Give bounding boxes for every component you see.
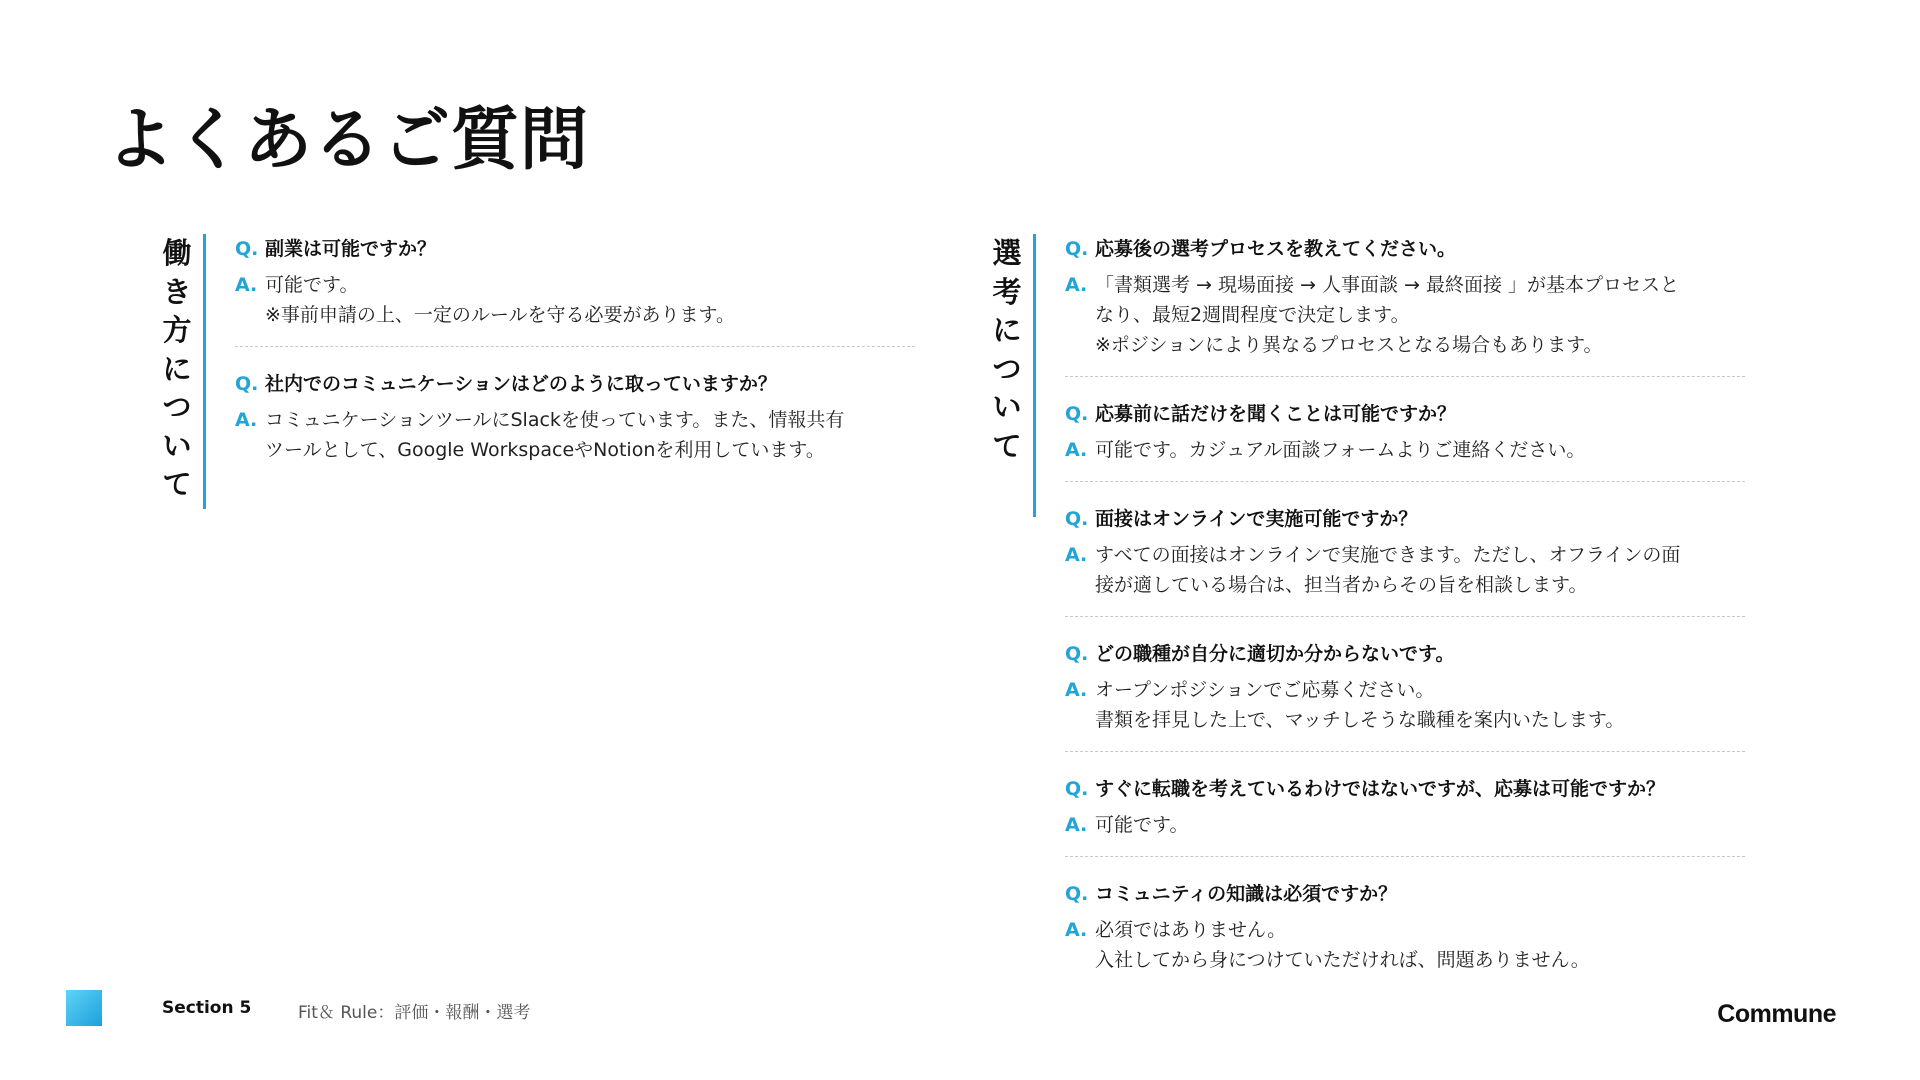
footer-section-title: Fit＆ Rule：評価・報酬・選考 <box>298 1003 531 1023</box>
faq-answer <box>1065 270 1745 360</box>
faq-question <box>1065 639 1745 669</box>
answer-line: 可能です。 <box>1095 814 1189 836</box>
faq-question <box>1065 774 1745 804</box>
answer-text <box>265 270 735 330</box>
faq-question <box>1065 879 1745 909</box>
faq-question <box>1065 399 1745 429</box>
answer-line: ※事前申請の上、一定のルールを守る必要があります。 <box>265 304 736 326</box>
footer-brand-square <box>66 990 102 1026</box>
question-text: すぐに転職を考えているわけではないですが、応募は可能ですか？ <box>1095 778 1666 800</box>
answer-mark: A. <box>1065 679 1088 701</box>
faq-item <box>235 369 915 481</box>
faq-item <box>1065 774 1745 857</box>
faq-question <box>1065 234 1745 264</box>
answer-line: 可能です。カジュアル面談フォームよりご連絡ください。 <box>1095 439 1586 461</box>
faq-answer <box>235 270 915 330</box>
answer-line: ※ポジションにより異なるプロセスとなる場合もあります。 <box>1095 334 1603 356</box>
question-mark: Q. <box>235 373 259 395</box>
answer-mark: A. <box>1065 544 1088 566</box>
faq-item <box>1065 234 1745 377</box>
answer-text <box>1095 675 1624 735</box>
question-mark: Q. <box>1065 883 1089 905</box>
section-label-vertical: 働 き 方 に つ い て <box>162 236 192 501</box>
question-text: コミュニティの知識は必須ですか？ <box>1095 883 1398 905</box>
question-text: 応募前に話だけを聞くことは可能ですか？ <box>1095 403 1457 425</box>
answer-line: 接が適している場合は、担当者からその旨を相談します。 <box>1095 574 1588 596</box>
qa-list <box>1065 234 1745 1013</box>
faq-item <box>1065 879 1745 991</box>
faq-question <box>1065 504 1745 534</box>
answer-text <box>1095 540 1680 600</box>
faq-answer <box>1065 540 1745 600</box>
faq-answer <box>1065 810 1745 840</box>
question-mark: Q. <box>1065 643 1089 665</box>
answer-text <box>1095 270 1679 360</box>
answer-line: 入社してから身につけていただければ、問題ありません。 <box>1095 949 1590 971</box>
answer-line: 可能です。 <box>265 274 359 296</box>
question-mark: Q. <box>1065 403 1089 425</box>
answer-text <box>1095 915 1590 975</box>
section-accent-bar <box>203 234 206 509</box>
answer-line: 書類を拝見した上で、マッチしそうな職種を案内いたします。 <box>1095 709 1625 731</box>
qa-list <box>235 234 915 503</box>
question-mark: Q. <box>1065 778 1089 800</box>
answer-line: すべての面接はオンラインで実施できます。ただし、オフラインの面 <box>1095 544 1681 566</box>
faq-question <box>235 369 915 399</box>
answer-mark: A. <box>1065 439 1088 461</box>
question-text: 面接はオンラインで実施可能ですか？ <box>1095 508 1418 530</box>
faq-answer <box>1065 435 1745 465</box>
faq-item <box>1065 504 1745 617</box>
answer-mark: A. <box>1065 274 1088 296</box>
question-mark: Q. <box>235 238 259 260</box>
question-mark: Q. <box>1065 238 1089 260</box>
faq-answer <box>1065 675 1745 735</box>
faq-question <box>235 234 915 264</box>
question-text: 副業は可能ですか？ <box>265 238 437 260</box>
question-mark: Q. <box>1065 508 1089 530</box>
answer-text <box>1095 810 1188 840</box>
question-text: どの職種が自分に適切か分からないです。 <box>1095 643 1455 665</box>
answer-mark: A. <box>1065 814 1088 836</box>
answer-line: なり、最短2週間程度で決定します。 <box>1095 304 1410 326</box>
footer-section-number: Section 5 <box>162 998 252 1018</box>
answer-mark: A. <box>1065 919 1088 941</box>
answer-line: ツールとして、Google WorkspaceやNotionを利用しています。 <box>265 439 825 461</box>
answer-mark: A. <box>235 409 258 431</box>
answer-text <box>265 405 844 465</box>
faq-item <box>1065 639 1745 752</box>
page-title: よくあるご質問 <box>106 101 590 180</box>
answer-line: 必須ではありません。 <box>1095 919 1287 941</box>
faq-answer <box>1065 915 1745 975</box>
answer-line: コミュニケーションツールにSlackを使っています。また、情報共有 <box>265 409 845 431</box>
answer-line: 「書類選考 → 現場面接 → 人事面談 → 最終面接 」が基本プロセスと <box>1095 274 1680 296</box>
question-text: 社内でのコミュニケーションはどのように取っていますか？ <box>265 373 777 395</box>
section-label-vertical: 選 考 に つ い て <box>992 236 1022 463</box>
faq-item <box>235 234 915 347</box>
section-accent-bar <box>1033 234 1036 517</box>
faq-answer <box>235 405 915 465</box>
brand-logo: Commune <box>1717 1000 1836 1028</box>
answer-text <box>1095 435 1585 465</box>
answer-line: オープンポジションでご応募ください。 <box>1095 679 1435 701</box>
faq-item <box>1065 399 1745 482</box>
answer-mark: A. <box>235 274 258 296</box>
question-text: 応募後の選考プロセスを教えてください。 <box>1095 238 1457 260</box>
